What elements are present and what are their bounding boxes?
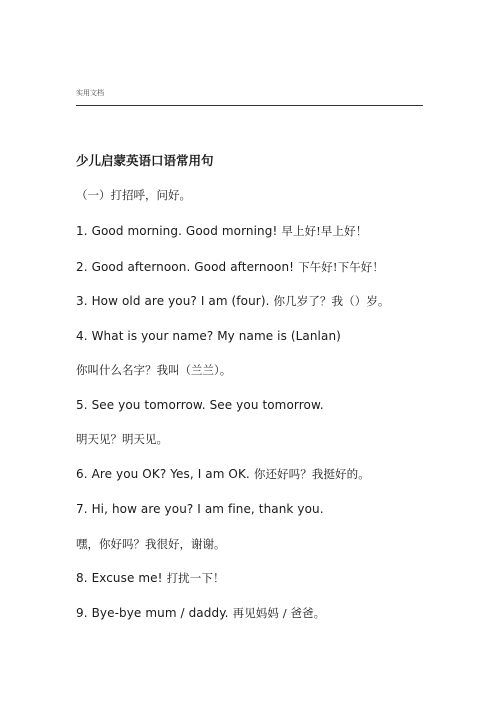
sentence-en: 1. Good morning. Good morning! xyxy=(76,224,278,238)
sentence-cn: 你叫什么名字？我叫（兰兰）。 xyxy=(76,363,232,377)
sentence-line-7-translation xyxy=(76,535,226,553)
document-title: 少儿启蒙英语口语常用句 xyxy=(76,153,214,168)
sentence-en: 5. See you tomorrow. See you tomorrow. xyxy=(76,398,324,412)
sentence-line-6 xyxy=(76,465,370,483)
sentence-en: 2. Good afternoon. Good afternoon! xyxy=(76,260,295,274)
sentence-cn: 下午好!下午好！ xyxy=(298,260,384,274)
sentence-en: 9. Bye-bye mum / daddy. xyxy=(76,606,229,620)
header-label: 实用文档 xyxy=(76,89,104,97)
sentence-line-7 xyxy=(76,500,324,518)
sentence-en: 8. Excuse me! xyxy=(76,571,163,585)
sentence-cn: 你几岁了？我（）岁。 xyxy=(273,294,390,308)
sentence-en: 3. How old are you? I am (four). xyxy=(76,294,270,308)
sentence-en: 6. Are you OK? Yes, I am OK. xyxy=(76,467,250,481)
sentence-en: 7. Hi, how are you? I am fine, thank you. xyxy=(76,502,324,516)
sentence-line-4-translation xyxy=(76,361,231,379)
sentence-cn: 明天见？明天见。 xyxy=(76,432,168,446)
header-divider xyxy=(76,105,423,106)
section-heading: （一）打招呼，问好。 xyxy=(76,188,191,202)
sentence-cn: 嘿，你好吗？我很好，谢谢。 xyxy=(76,537,226,551)
sentence-line-9 xyxy=(76,604,325,622)
sentence-cn: 打扰一下！ xyxy=(166,571,225,585)
sentence-line-4 xyxy=(76,327,341,345)
sentence-cn: 再见妈妈 / 爸爸。 xyxy=(232,606,326,620)
sentence-line-8 xyxy=(76,569,225,587)
sentence-line-5-translation xyxy=(76,430,168,448)
sentence-cn: 早上好!早上好！ xyxy=(281,224,368,238)
sentence-cn: 你还好吗？我挺好的。 xyxy=(253,467,370,481)
sentence-line-5 xyxy=(76,396,324,414)
sentence-line-1 xyxy=(76,222,367,240)
sentence-line-2 xyxy=(76,258,384,276)
sentence-line-3 xyxy=(76,292,390,310)
sentence-en: 4. What is your name? My name is (Lanlan) xyxy=(76,329,341,343)
